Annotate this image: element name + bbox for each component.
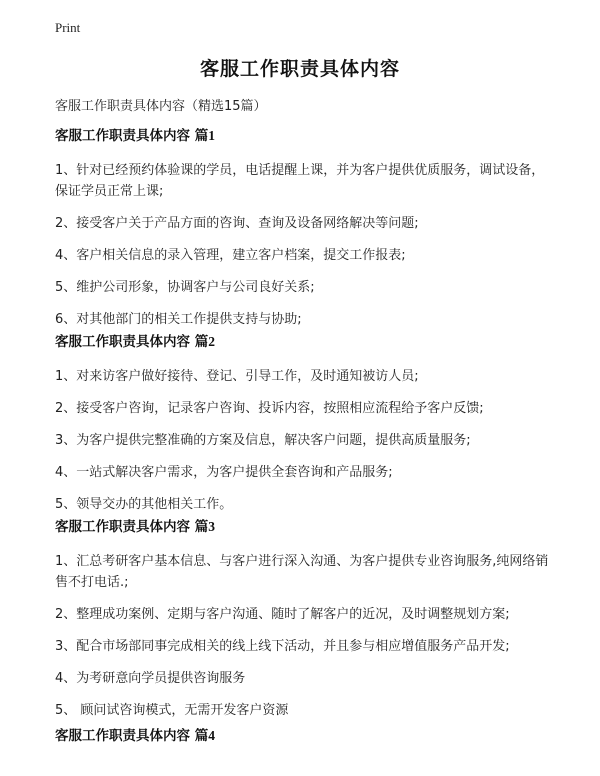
section-heading-text: 客服工作职责具体内容 (55, 728, 195, 744)
section-heading (55, 515, 555, 535)
list-item: 4、为考研意向学员提供咨询服务 (55, 671, 246, 686)
section-heading (55, 124, 555, 144)
list-item: 2、接受客户关于产品方面的咨询、查询及设备网络解决等问题; (55, 216, 419, 231)
list-item: 3、配合市场部同事完成相关的线上线下活动，并且参与相应增值服务产品开发; (55, 639, 510, 654)
list-item: 1、对来访客户做好接待、登记、引导工作，及时通知被访人员; (55, 369, 419, 384)
section-heading-text: 客服工作职责具体内容 (55, 519, 195, 535)
list-item: 2、整理成功案例、定期与客户沟通、随时了解客户的近况，及时调整规划方案; (55, 607, 510, 622)
section-heading-number: 篇3 (194, 519, 215, 534)
list-item: 2、接受客户咨询，记录客户咨询、投诉内容，按照相应流程给予客户反馈; (55, 401, 484, 416)
list-item: 1、汇总考研客户基本信息、与客户进行深入沟通、为客户提供专业咨询服务,纯网络销售不打电话.; (55, 554, 549, 590)
section-heading-number: 篇1 (194, 128, 215, 143)
section-heading-text: 客服工作职责具体内容 (55, 334, 195, 350)
list-item: 6、对其他部门的相关工作提供支持与协助; (55, 312, 302, 327)
section-4 (55, 724, 555, 760)
list-item: 1、针对已经预约体验课的学员，电话提醒上课，并为客户提供优质服务，调试设备，保证学员正常上课; (55, 163, 545, 199)
list-item: 4、客户相关信息的录入管理，建立客户档案，提交工作报表; (55, 248, 406, 263)
list-item: 5、 顾问试咨询模式，无需开发客户资源 (55, 703, 289, 718)
section-heading (55, 724, 555, 744)
section-2 (55, 330, 555, 526)
list-item: 3、为客户提供完整准确的方案及信息，解决客户问题，提供高质量服务; (55, 433, 471, 448)
list-item: 4、一站式解决客户需求，为客户提供全套咨询和产品服务; (55, 465, 393, 480)
section-heading-number: 篇2 (194, 334, 215, 349)
list-item: 5、领导交办的其他相关工作。 (55, 497, 233, 512)
print-link[interactable]: Print (55, 20, 81, 35)
section-heading (55, 330, 555, 350)
section-1 (55, 124, 555, 341)
list-item: 5、维护公司形象，协调客户与公司良好关系; (55, 280, 315, 295)
document-title: 客服工作职责具体内容 (199, 58, 400, 80)
document-subtitle: 客服工作职责具体内容（精选15篇） (55, 99, 267, 114)
section-heading-text: 客服工作职责具体内容 (55, 128, 195, 144)
section-heading-number: 篇4 (194, 728, 215, 743)
section-3 (55, 515, 555, 732)
